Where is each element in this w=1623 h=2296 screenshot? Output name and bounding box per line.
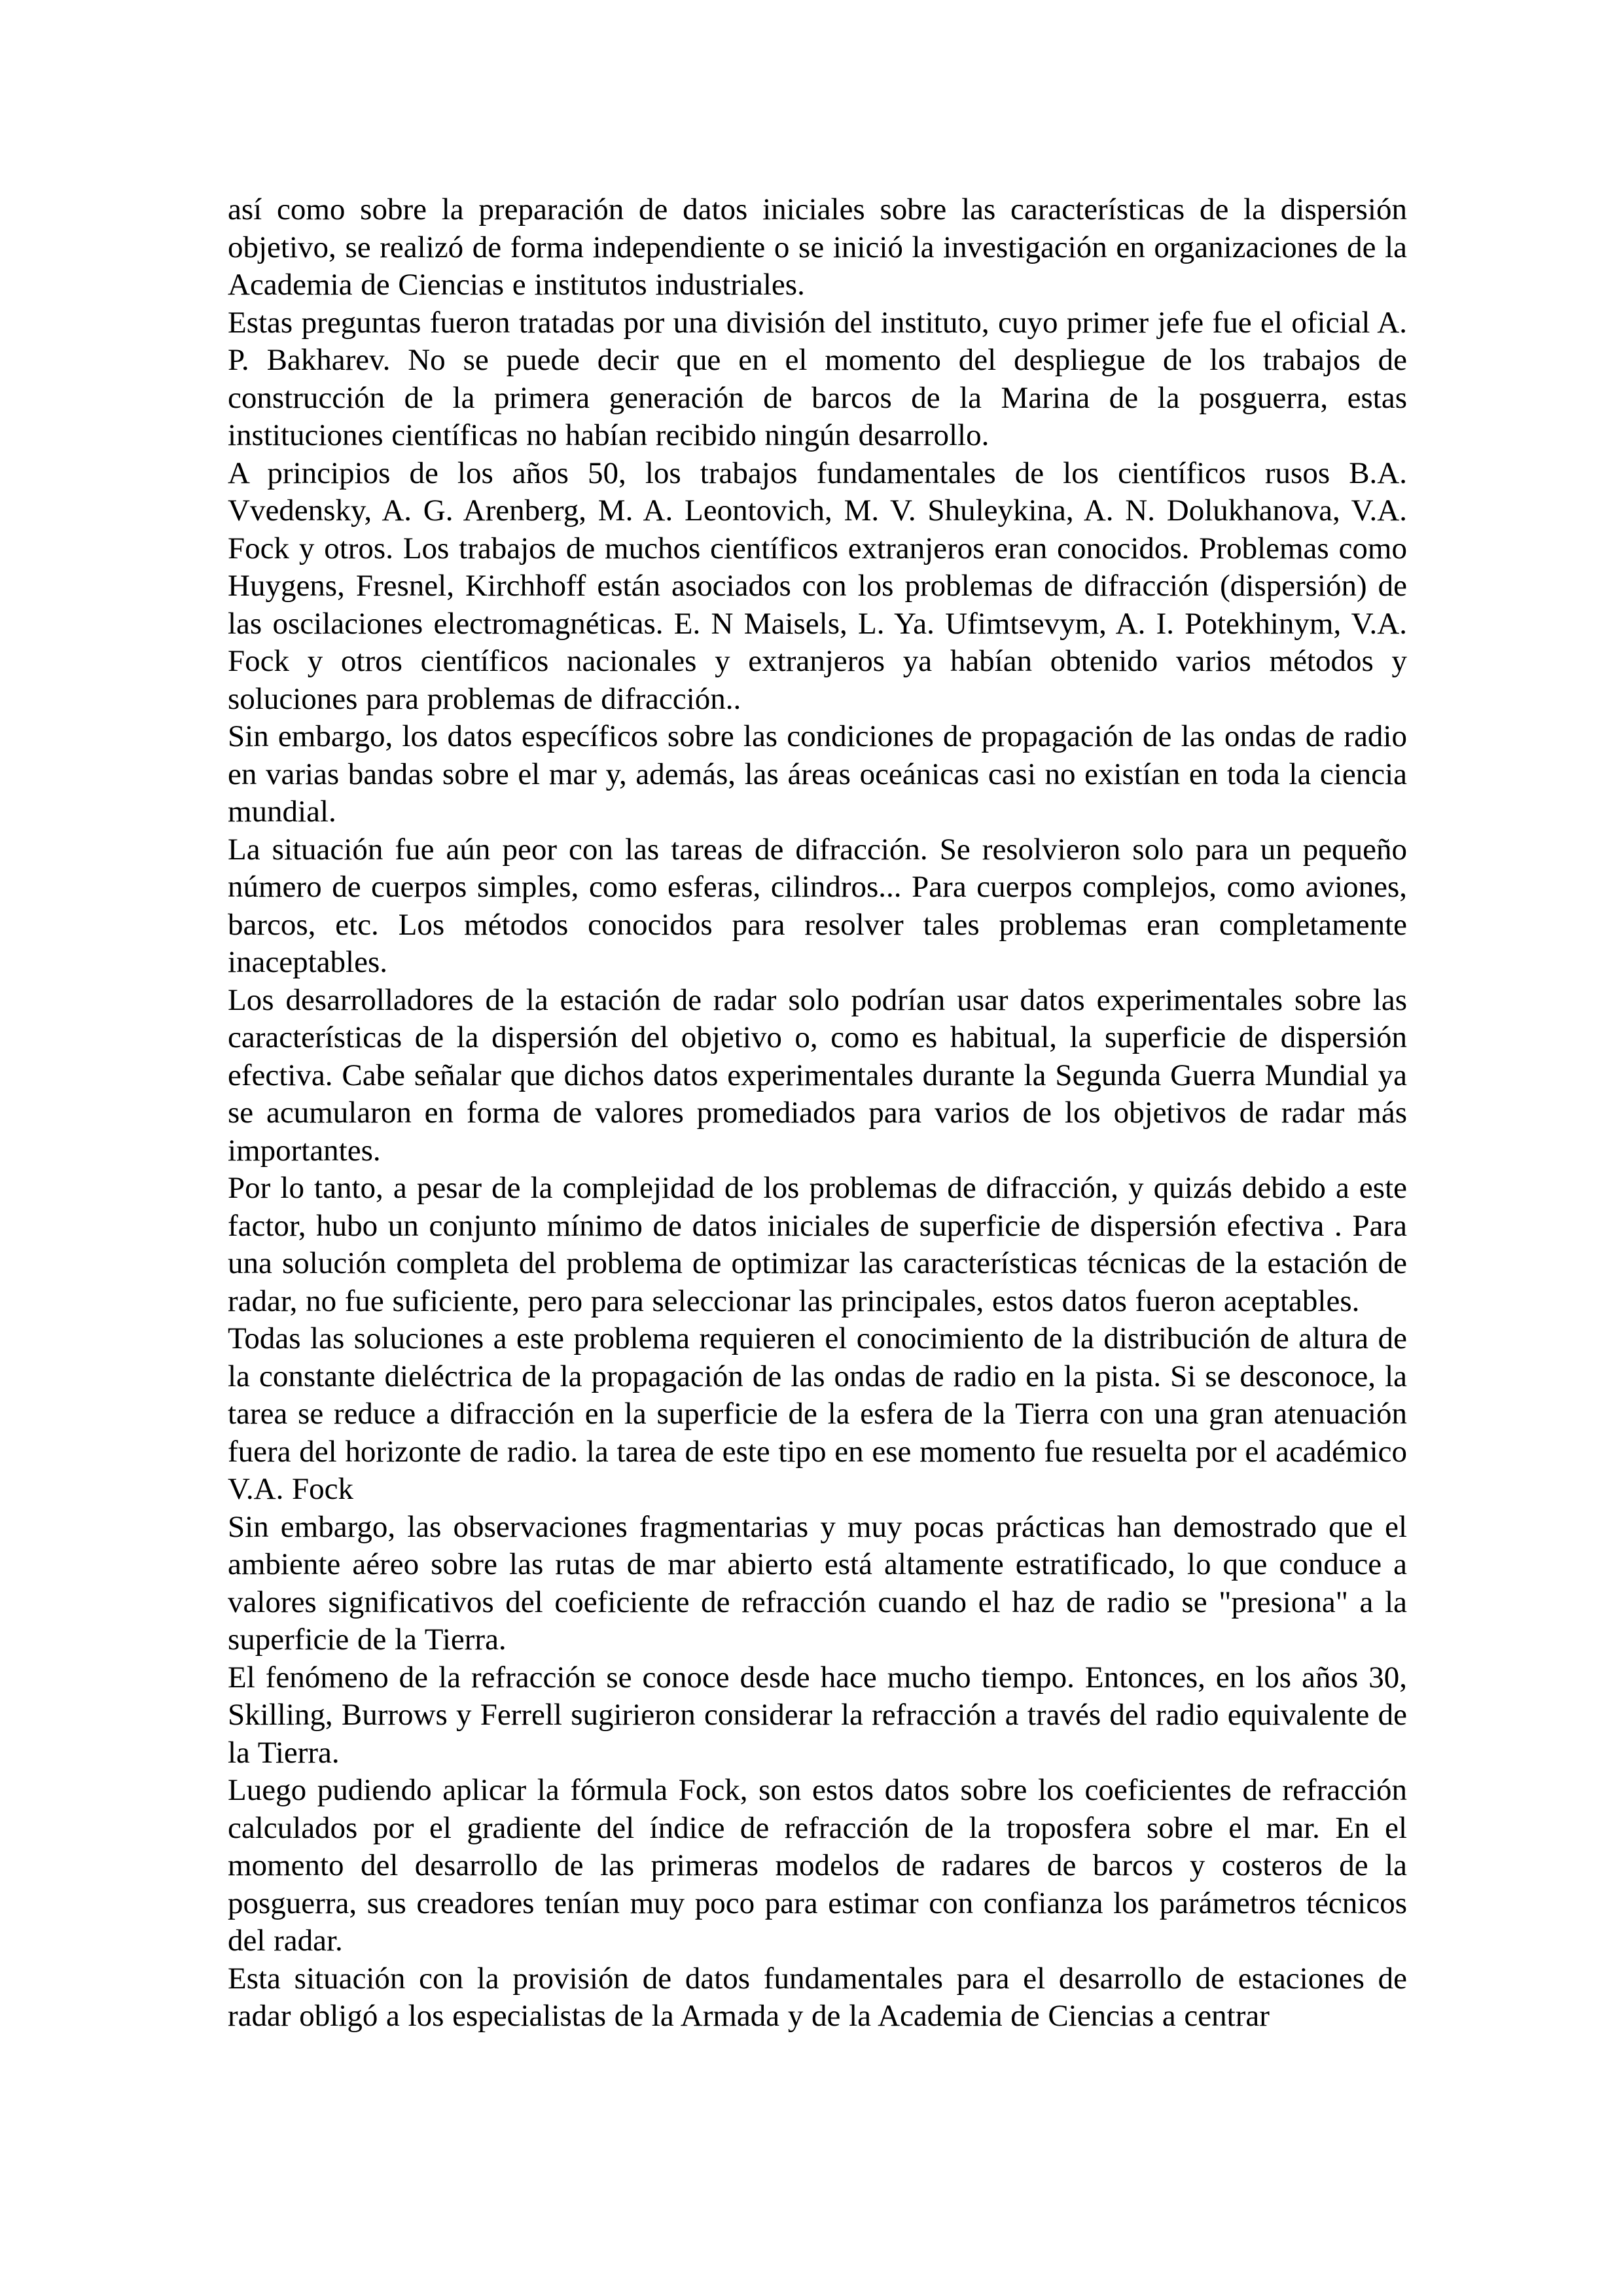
paragraph: Por lo tanto, a pesar de la complejidad de los problemas de difracción, y quizás debido a este factor, hubo un conjunto mínimo de datos iniciales de superficie de dispersión efectiva . Para una solución completa del problema de optimizar las características técnicas de la estación de radar, no fue suficiente, pero para seleccionar las principales, estos datos fueron aceptables. <box>228 1171 1407 1318</box>
paragraph: Esta situación con la provisión de datos fundamentales para el desarrollo de estaciones de radar obligó a los especialistas de la Armada y de la Academia de Ciencias a centrar <box>228 1961 1407 2033</box>
paragraph: Los desarrolladores de la estación de radar solo podrían usar datos experimentales sobre las características de la dispersión del objetivo o, como es habitual, la superficie de dispersión efectiva. Cabe señalar que dichos datos experimentales durante la Segunda Guerra Mundial ya se acumularon en forma de valores promediados para varios de los objetivos de radar más importantes. <box>228 982 1407 1168</box>
paragraph: Todas las soluciones a este problema requieren el conocimiento de la distribución de altura de la constante dieléctrica de la propagación de las ondas de radio en la pista. Si se desconoce, la tarea se reduce a difracción en la superficie de la esfera de la Tierra con una gran atenuación fuera del horizonte de radio. la tarea de este tipo en ese momento fue resuelta por el académico V.A. Fock <box>228 1321 1407 1506</box>
paragraph: Luego pudiendo aplicar la fórmula Fock, son estos datos sobre los coeficientes de refracción calculados por el gradiente del índice de refracción de la troposfera sobre el mar. En el momento del desarrollo de las primeras modelos de radares de barcos y costeros de la posguerra, sus creadores tenían muy poco para estimar con confianza los parámetros técnicos del radar. <box>228 1773 1407 1958</box>
paragraph: La situación fue aún peor con las tareas de difracción. Se resolvieron solo para un pequeño número de cuerpos simples, como esferas, cilindros... Para cuerpos complejos, como aviones, barcos, etc. Los métodos conocidos para resolver tales problemas eran completamente inaceptables. <box>228 832 1407 979</box>
paragraph: Sin embargo, las observaciones fragmentarias y muy pocas prácticas han demostrado que el ambiente aéreo sobre las rutas de mar abierto está altamente estratificado, lo que conduce a valores significativos del coeficiente de refracción cuando el haz de radio se "presiona" a la superficie de la Tierra. <box>228 1509 1407 1657</box>
paragraph: Estas preguntas fueron tratadas por una división del instituto, cuyo primer jefe fue el oficial A. P. Bakharev. No se puede decir que en el momento del despliegue de los trabajos de construcción de la primera generación de barcos de la Marina de la posguerra, estas instituciones científicas no habían recibido ningún desarrollo. <box>228 305 1407 452</box>
paragraph: El fenómeno de la refracción se conoce desde hace mucho tiempo. Entonces, en los años 30, Skilling, Burrows y Ferrell sugirieron considerar la refracción a través del radio equivalente de la Tierra. <box>228 1660 1407 1770</box>
paragraph: A principios de los años 50, los trabajos fundamentales de los científicos rusos B.A. Vvedensky, A. G. Arenberg, M. A. Leontovich, M. V. Shuleykina, A. N. Dolukhanova, V.A. Fock y otros. Los trabajos de muchos científicos extranjeros eran conocidos. Problemas como Huygens, Fresnel, Kirchhoff están asociados con los problemas de difracción (dispersión) de las oscilaciones electromagnéticas. E. N Maisels, L. Ya. Ufimtsevym, A. I. Potekhinym, V.A. Fock y otros científicos nacionales y extranjeros ya habían obtenido varios métodos y soluciones para problemas de difracción.. <box>228 456 1407 716</box>
paragraph: Sin embargo, los datos específicos sobre las condiciones de propagación de las ondas de radio en varias bandas sobre el mar y, además, las áreas oceánicas casi no existían en toda la ciencia mundial. <box>228 719 1407 829</box>
paragraph: así como sobre la preparación de datos iniciales sobre las características de la dispersión objetivo, se realizó de forma independiente o se inició la investigación en organizaciones de la Academia de Ciencias e institutos industriales. <box>228 192 1407 302</box>
